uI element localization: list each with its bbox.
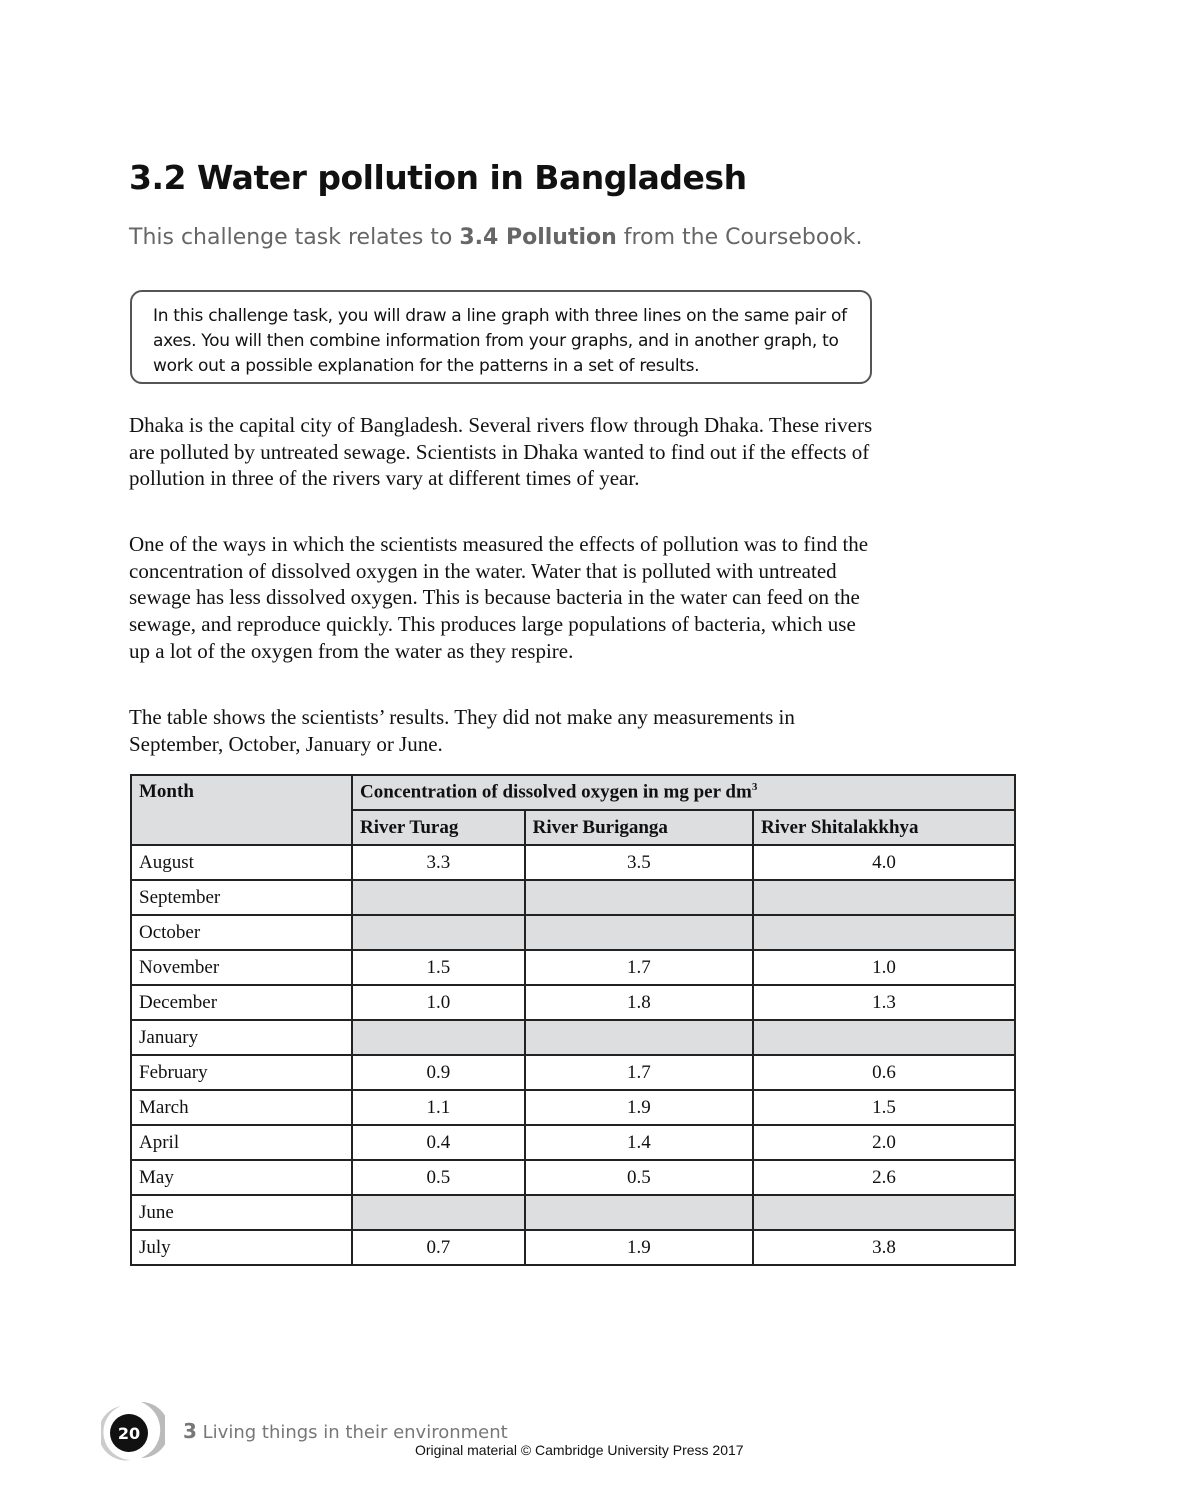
value-cell: 1.7	[525, 1055, 753, 1090]
table-row	[131, 1125, 1015, 1160]
value-cell: 3.3	[352, 845, 525, 880]
value-cell: 1.0	[352, 985, 525, 1020]
table-row	[131, 1055, 1015, 1090]
value-cell: 1.4	[525, 1125, 753, 1160]
value-cell: 2.6	[753, 1160, 1015, 1195]
table-row	[131, 1020, 1015, 1055]
value-cell: 1.0	[753, 950, 1015, 985]
month-cell: March	[131, 1090, 352, 1125]
value-cell	[352, 1195, 525, 1230]
table-row	[131, 1230, 1015, 1265]
value-cell	[352, 880, 525, 915]
value-cell: 1.9	[525, 1090, 753, 1125]
value-cell: 0.5	[352, 1160, 525, 1195]
table-row	[131, 915, 1015, 950]
value-cell: 1.3	[753, 985, 1015, 1020]
paragraph: The table shows the scientists’ results. They did not make any measurements in September, October, January or June.	[129, 705, 795, 756]
chapter-label	[183, 1419, 508, 1443]
month-cell: December	[131, 985, 352, 1020]
value-cell: 0.4	[352, 1125, 525, 1160]
month-cell: May	[131, 1160, 352, 1195]
value-cell: 1.9	[525, 1230, 753, 1265]
column-header: River Shitalakkhya	[753, 810, 1015, 845]
column-header: River Buriganga	[525, 810, 753, 845]
table-row	[131, 880, 1015, 915]
value-cell: 1.8	[525, 985, 753, 1020]
month-cell: August	[131, 845, 352, 880]
value-cell: 1.5	[352, 950, 525, 985]
intro-box: In this challenge task, you will draw a line graph with three lines on the same pair of axes. You will then combine information from your graphs, and in another graph, to work out a possible explanation for the patterns in a set of results.	[130, 290, 872, 384]
paragraph: One of the ways in which the scientists measured the effects of pollution was to find the concentration of dissolved oxygen in the water. Water that is polluted with untreated sewage has less dissolved oxygen. This is because bacteria in the water can feed on the sewage, and reproduce quickly. This produces large populations of bacteria, which use up a lot of the oxygen from the water as they respire.	[129, 532, 869, 663]
table-row	[131, 1090, 1015, 1125]
month-cell: September	[131, 880, 352, 915]
month-cell: October	[131, 915, 352, 950]
value-cell	[525, 1020, 753, 1055]
value-cell: 0.9	[352, 1055, 525, 1090]
table-row	[131, 1160, 1015, 1195]
month-cell: February	[131, 1055, 352, 1090]
group-header-text: Concentration of dissolved oxygen in mg per dm	[360, 781, 752, 803]
value-cell	[525, 915, 753, 950]
subtitle-prefix: This challenge task relates to	[129, 225, 460, 250]
value-cell: 3.5	[525, 845, 753, 880]
value-cell: 2.0	[753, 1125, 1015, 1160]
paragraph: Dhaka is the capital city of Bangladesh. Several rivers flow through Dhaka. These rivers are polluted by untreated sewage. Scientists in Dhaka wanted to find out if the effects of pollution in three of the rivers vary at different times of year.	[129, 413, 873, 491]
chapter-number: 3	[183, 1419, 197, 1443]
results-table	[130, 774, 1016, 1266]
table-row	[131, 1195, 1015, 1230]
value-cell	[352, 1020, 525, 1055]
month-cell: April	[131, 1125, 352, 1160]
value-cell: 1.1	[352, 1090, 525, 1125]
month-cell: June	[131, 1195, 352, 1230]
table-row	[131, 950, 1015, 985]
page-number: 20	[117, 1424, 141, 1443]
value-cell: 1.5	[753, 1090, 1015, 1125]
value-cell	[525, 880, 753, 915]
subtitle-suffix: from the Coursebook.	[616, 225, 863, 250]
value-cell	[753, 1195, 1015, 1230]
table-row	[131, 845, 1015, 880]
value-cell: 0.7	[352, 1230, 525, 1265]
page-number-badge	[101, 1398, 165, 1462]
value-cell	[525, 1195, 753, 1230]
month-cell: November	[131, 950, 352, 985]
month-cell: January	[131, 1020, 352, 1055]
value-cell	[753, 915, 1015, 950]
superscript: 3	[751, 781, 758, 794]
subtitle	[129, 225, 863, 250]
group-header	[352, 775, 1015, 810]
copyright: Original material © Cambridge University Press 2017	[415, 1442, 744, 1458]
subtitle-reference: 3.4 Pollution	[459, 225, 617, 250]
month-cell: July	[131, 1230, 352, 1265]
table-row	[131, 985, 1015, 1020]
value-cell	[753, 1020, 1015, 1055]
value-cell: 0.6	[753, 1055, 1015, 1090]
value-cell	[352, 915, 525, 950]
value-cell	[753, 880, 1015, 915]
chapter-title: Living things in their environment	[196, 1422, 508, 1443]
column-header: River Turag	[352, 810, 525, 845]
value-cell: 3.8	[753, 1230, 1015, 1265]
page-title: 3.2 Water pollution in Bangladesh	[129, 158, 747, 197]
value-cell: 4.0	[753, 845, 1015, 880]
value-cell: 0.5	[525, 1160, 753, 1195]
value-cell: 1.7	[525, 950, 753, 985]
month-header: Month	[131, 775, 352, 845]
